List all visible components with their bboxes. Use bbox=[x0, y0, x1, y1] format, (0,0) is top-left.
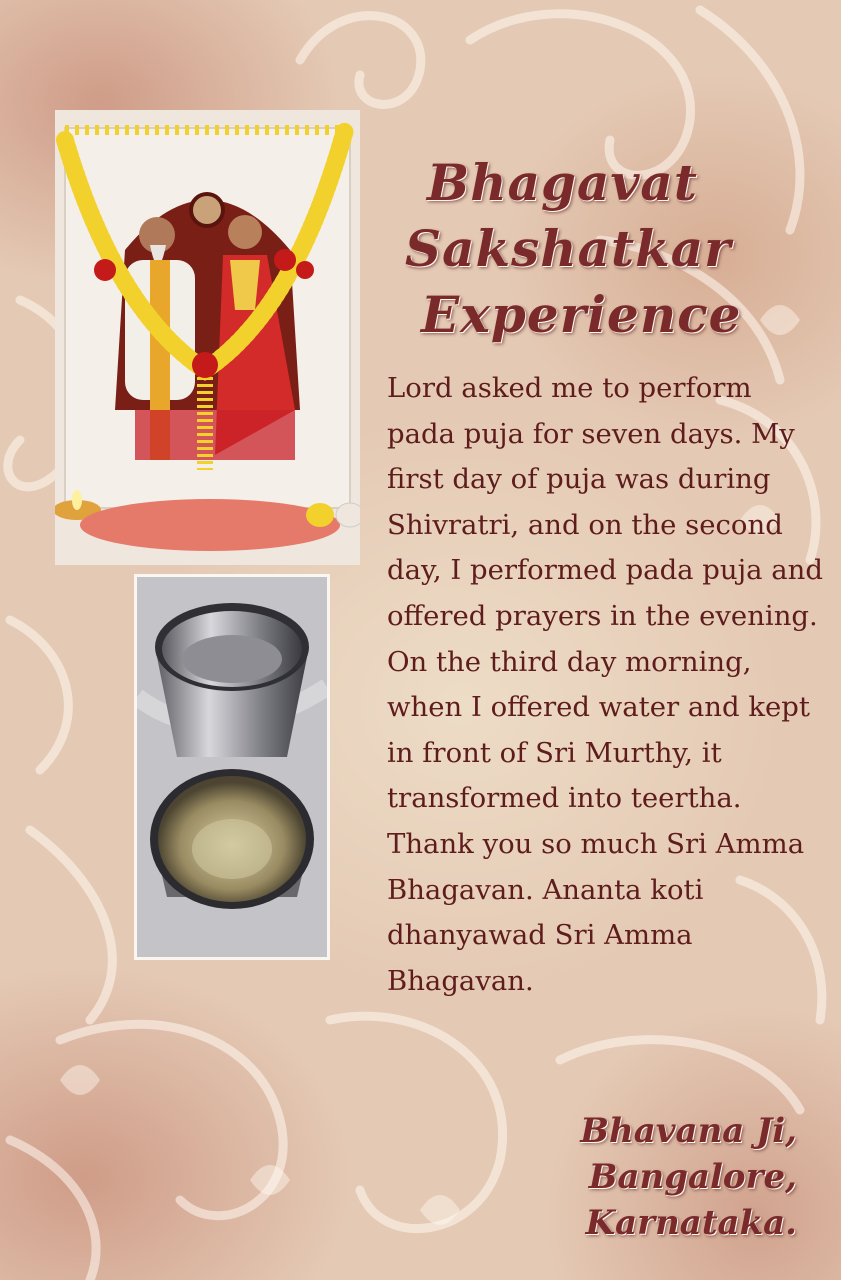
signature bbox=[580, 1108, 797, 1246]
signature-state: Karnataka. bbox=[585, 1203, 797, 1243]
steel-tumblers-image bbox=[137, 577, 327, 957]
testimony-text: Lord asked me to perform pada puja for seven days. My first day of puja was during Shivratri, and on the second day, I performed pada puja and offered prayers in the evening. On the third day morning, when I offered water and kept in front of Sri Murthy, it transformed into teertha. Thank you so much Sri Amma Bhagavan. Ananta koti dhanyawad Sri Amma Bhagavan. bbox=[387, 372, 823, 997]
portrait-photo bbox=[55, 110, 360, 565]
title-line-2: Sakshatkar bbox=[405, 219, 732, 278]
title-line-1: Bhagavat bbox=[427, 153, 698, 212]
title-line-3: Experience bbox=[421, 285, 742, 344]
page-title bbox=[405, 150, 742, 348]
signature-name: Bhavana Ji, bbox=[580, 1111, 797, 1151]
tumblers-photo bbox=[134, 574, 330, 960]
signature-city: Bangalore, bbox=[588, 1157, 797, 1197]
